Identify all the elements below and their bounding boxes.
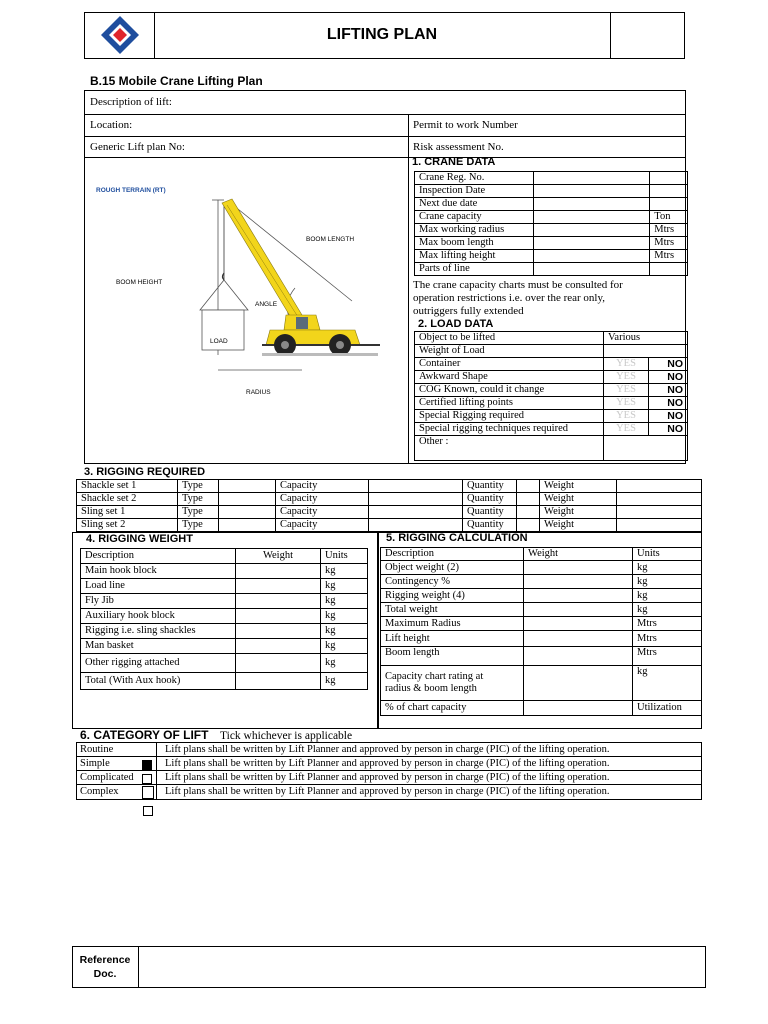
- crane-note-line-1: The crane capacity charts must be consulted for: [413, 279, 623, 291]
- diagram-angle-label: ANGLE: [255, 301, 278, 308]
- diagram-load-label: LOAD: [210, 338, 228, 345]
- category-routine-label: Routine: [80, 744, 114, 755]
- table-row: Special rigging techniques required YES NO: [415, 423, 688, 436]
- table-row: Other :: [415, 436, 688, 461]
- category-complicated-label: Complicated: [80, 772, 134, 783]
- table-row: COG Known, could it change YES NO: [415, 384, 688, 397]
- table-row: Other rigging attached kg: [81, 654, 368, 673]
- description-field[interactable]: Description of lift:: [90, 96, 172, 108]
- table-row: Object weight (2) kg: [381, 561, 702, 575]
- table-row: Next due date: [415, 198, 688, 211]
- rigging-calc-table: [380, 547, 702, 716]
- crane-data-table: [414, 171, 688, 276]
- table-row: Contingency % kg: [381, 575, 702, 589]
- category-title: 6. CATEGORY OF LIFT: [80, 728, 209, 742]
- diagram-radius-label: RADIUS: [246, 389, 271, 396]
- table-row: Main hook block kg: [81, 564, 368, 579]
- table-row: Rigging weight (4) kg: [381, 589, 702, 603]
- location-field[interactable]: Location:: [90, 119, 133, 131]
- table-row: Container YES NO: [415, 358, 688, 371]
- table-row: Total weight kg: [381, 603, 702, 617]
- table-row: Capacity chart rating at radius & boom length kg: [381, 666, 702, 701]
- section-title: B.15 Mobile Crane Lifting Plan: [90, 74, 263, 88]
- rigging-required-title: 3. RIGGING REQUIRED: [84, 466, 206, 478]
- table-row: Certified lifting points YES NO: [415, 397, 688, 410]
- table-row: Shackle set 1 Type Capacity Quantity Weight: [77, 480, 702, 493]
- table-row: Max boom length Mtrs: [415, 237, 688, 250]
- table-row: Total (With Aux hook) kg: [81, 673, 368, 690]
- table-row: Description Weight Units: [81, 549, 368, 564]
- diagram-boom-length-label: BOOM LENGTH: [306, 236, 355, 243]
- category-simple-text: Lift plans shall be written by Lift Planner and approved by person in charge (PIC) of the lifting operation.: [165, 758, 610, 769]
- table-row: Boom length Mtrs: [381, 647, 702, 666]
- table-row: Weight of Load: [415, 345, 688, 358]
- reference-doc-label: Doc.: [93, 968, 117, 980]
- category-complex-checkbox[interactable]: [142, 786, 154, 799]
- table-row: Description Weight Units: [381, 548, 702, 561]
- diagram-boom-height-label: BOOM HEIGHT: [116, 279, 163, 286]
- category-complex-text: Lift plans shall be written by Lift Planner and approved by person in charge (PIC) of the lifting operation.: [165, 786, 610, 797]
- crane-note-line-3: outriggers fully extended: [413, 305, 524, 317]
- table-row: % of chart capacity Utilization: [381, 701, 702, 716]
- permit-field[interactable]: Permit to work Number: [413, 119, 518, 131]
- reference-label: Reference: [79, 954, 131, 966]
- category-complicated-checkbox[interactable]: [142, 774, 152, 784]
- table-row: Parts of line: [415, 263, 688, 276]
- rigging-calc-title: 5. RIGGING CALCULATION: [386, 532, 528, 544]
- page-title: LIFTING PLAN: [326, 26, 438, 43]
- rigging-weight-table: [80, 548, 368, 690]
- category-simple-label: Simple: [80, 758, 110, 769]
- category-routine-text: Lift plans shall be written by Lift Planner and approved by person in charge (PIC) of the lifting operation.: [165, 744, 610, 755]
- category-complicated-text: Lift plans shall be written by Lift Planner and approved by person in charge (PIC) of the lifting operation.: [165, 772, 610, 783]
- table-row: Object to be lifted Various: [415, 332, 688, 345]
- generic-plan-field[interactable]: Generic Lift plan No:: [90, 141, 185, 153]
- table-row: Special Rigging required YES NO: [415, 410, 688, 423]
- table-row: Crane Reg. No.: [415, 172, 688, 185]
- table-row: Max lifting height Mtrs: [415, 250, 688, 263]
- crane-data-title: 1. CRANE DATA: [412, 156, 496, 168]
- table-row: Load line kg: [81, 579, 368, 594]
- rigging-weight-title: 4. RIGGING WEIGHT: [86, 533, 193, 545]
- crane-note-line-2: operation restrictions i.e. over the rear only,: [413, 292, 606, 304]
- company-logo: [100, 15, 140, 55]
- category-complex-label: Complex: [80, 786, 119, 797]
- table-row: Crane capacity Ton: [415, 211, 688, 224]
- category-routine-checkbox[interactable]: [143, 806, 153, 816]
- reference-doc-field[interactable]: [139, 947, 705, 987]
- table-row: Fly Jib kg: [81, 594, 368, 609]
- table-row: Rigging i.e. sling shackles kg: [81, 624, 368, 639]
- table-row: Man basket kg: [81, 639, 368, 654]
- table-row: Max working radius Mtrs: [415, 224, 688, 237]
- load-data-table: [414, 331, 688, 461]
- table-row: Maximum Radius Mtrs: [381, 617, 702, 631]
- category-simple-checkbox[interactable]: [142, 760, 152, 770]
- risk-assessment-field[interactable]: Risk assessment No.: [413, 141, 504, 153]
- category-subtitle: Tick whichever is applicable: [220, 730, 353, 742]
- table-row: Awkward Shape YES NO: [415, 371, 688, 384]
- table-row: Sling set 1 Type Capacity Quantity Weight: [77, 506, 702, 519]
- table-row: Lift height Mtrs: [381, 631, 702, 647]
- table-row: Inspection Date: [415, 185, 688, 198]
- load-data-title: 2. LOAD DATA: [418, 318, 494, 330]
- table-row: Shackle set 2 Type Capacity Quantity Weight: [77, 493, 702, 506]
- diagram-type-label: ROUGH TERRAIN (RT): [96, 187, 166, 194]
- table-row: Sling set 2 Type Capacity Quantity Weight: [77, 519, 702, 532]
- rigging-required-table: [76, 479, 702, 532]
- table-row: Auxiliary hook block kg: [81, 609, 368, 624]
